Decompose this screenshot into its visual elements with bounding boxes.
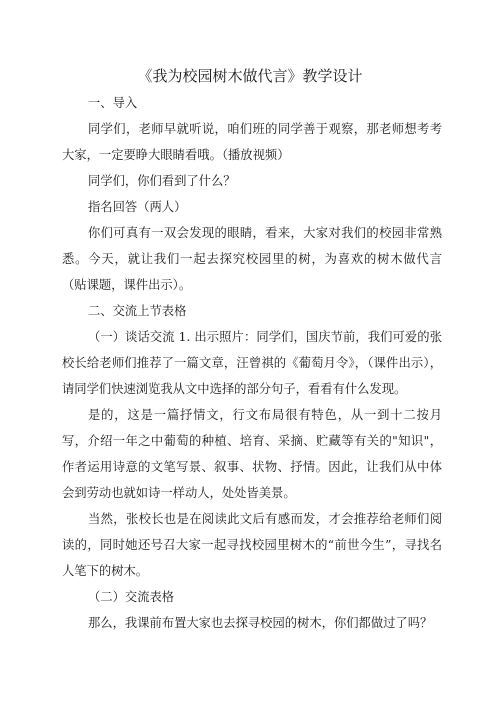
paragraph-exchange-2: 是的，这是一篇抒情文，行文布局很有特色，从一到十二按月写，介绍一年之中葡萄的种植、培育、采摘、贮藏等有关的"知识"，作者运用诗意的文笔写景、叙事、状物、抒情。因此，让我们从中体会到劳动也就如诗一样动人，处处皆美景。 xyxy=(62,408,442,500)
paragraph-intro-4: 你们可真有一双会发现的眼睛，看来，大家对我们的校园非常熟悉。今天，就让我们一起去探究校园里的树，为喜欢的树木做代言（贴课题，课件出示）。 xyxy=(62,226,442,292)
section-heading-exchange: 二、交流上节表格 xyxy=(88,304,187,318)
paragraph-table-1: 那么，我课前布置大家也去探寻校园的树木，你们都做过了吗？ xyxy=(88,616,433,630)
paragraph-exchange-3: 当然，张校长也是在阅读此文后有感而发，才会推荐给老师们阅读的，同时她还号召大家一起寻找校园里树木的“前世今生”，寻找名人笔下的树木。 xyxy=(62,512,442,578)
paragraph-intro-1: 同学们，老师早就听说，咱们班的同学善于观察，那老师想考考大家，一定要睁大眼睛看哦。（播放视频） xyxy=(62,122,442,162)
section-heading-intro: 一、导入 xyxy=(88,96,138,110)
paragraph-intro-3: 指名回答（两人） xyxy=(88,200,187,214)
subsection-heading-table: （二）交流表格 xyxy=(88,590,175,604)
document-title: 《我为校园树木做代言》教学设计 xyxy=(137,67,363,85)
paragraph-exchange-1: （一）谈话交流 1. 出示照片：同学们，国庆节前，我们可爱的张校长给老师们推荐了一篇文章，汪曾祺的《葡萄月令》，（课件出示），请同学们快速浏览我从文中选择的部分句子，看看有什么发现。 xyxy=(62,330,442,396)
paragraph-intro-2: 同学们，你们看到了什么？ xyxy=(88,174,236,188)
